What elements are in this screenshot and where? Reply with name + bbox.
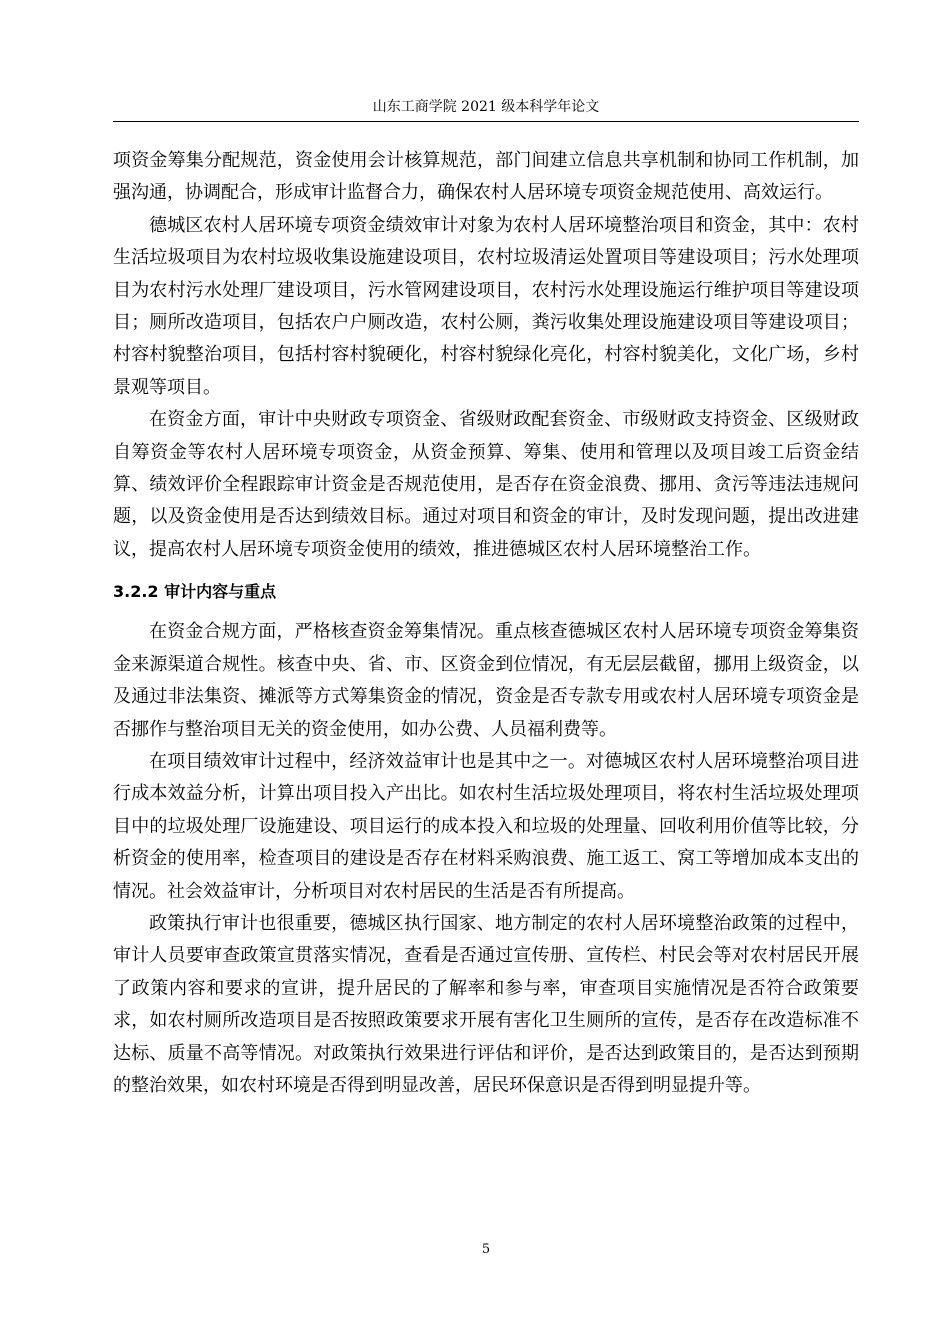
paragraph-funding-audit: 在资金方面，审计中央财政专项资金、省级财政配套资金、市级财政支持资金、区级财政自筹资金等农村人居环境专项资金，从资金预算、筹集、使用和管理以及项目竣工后资金结算、绩效评价全程跟踪审计资金是否规范使用，是否存在资金浪费、挪用、贪污等违法违规问题，以及资金使用是否达到绩效目标。通过对项目和资金的审计，及时发现问题，提出改进建议，提高农村人居环境专项资金使用的绩效，推进德城区农村人居环境整治工作。: [113, 409, 859, 560]
paragraph-performance-audit: 在项目绩效审计过程中，经济效益审计也是其中之一。对德城区农村人居环境整治项目进行成本效益分析，计算出项目投入产出比。如农村生活垃圾处理项目，将农村生活垃圾处理项目中的垃圾处理厂设施建设、项目运行的成本投入和垃圾的处理量、回收利用价值等比较，分析资金的使用率，检查项目的建设是否存在材料采购浪费、施工返工、窝工等增加成本支出的情况。社会效益审计，分析项目对农村居民的生活是否有所提高。: [113, 750, 859, 902]
paragraph-continuation: 项资金筹集分配规范，资金使用会计核算规范，部门间建立信息共享机制和协同工作机制，加强沟通，协调配合，形成审计监督合力，确保农村人居环境专项资金规范使用、高效运行。: [113, 150, 859, 204]
header-rule: [113, 121, 859, 122]
section-heading: 3.2.2 审计内容与重点: [113, 582, 277, 602]
paragraph-fund-compliance: 在资金合规方面，严格核查资金筹集情况。重点核查德城区农村人居环境专项资金筹集资金来源渠道合规性。核查中央、省、市、区资金到位情况，有无层层截留，挪用上级资金，以及通过非法集资、摊派等方式筹集资金的情况，资金是否专款专用或农村人居环境专项资金是否挪作与整治项目无关的资金使用，如办公费、人员福利费等。: [113, 621, 859, 740]
page-number: 5: [481, 1242, 491, 1257]
paragraph-audit-objects: 德城区农村人居环境专项资金绩效审计对象为农村人居环境整治项目和资金，其中：农村生活垃圾项目为农村垃圾收集设施建设项目，农村垃圾清运处置项目等建设项目；污水处理项目为农村污水处理厂建设项目，污水管网建设项目，农村污水处理设施运行维护项目等建设项目；厕所改造项目，包括农户户厕改造，农村公厕，粪污收集处理设施建设项目等建设项目；村容村貌整治项目，包括村容村貌硬化，村容村貌绿化亮化，村容村貌美化，文化广场，乡村景观等项目。: [113, 214, 859, 398]
running-header: 山东工商学院 2021 级本科学年论文: [372, 99, 600, 115]
page-body: [113, 145, 859, 1102]
paragraph-policy-audit: 政策执行审计也很重要，德城区执行国家、地方制定的农村人居环境整治政策的过程中，审计人员要审查政策宣贯落实情况，查看是否通过宣传册、宣传栏、村民会等对农村居民开展了政策内容和要求的宣讲，提升居民的了解率和参与率，审查项目实施情况是否符合政策要求，如农村厕所改造项目是否按照政策要求开展有害化卫生厕所的宣传，是否存在改造标准不达标、质量不高等情况。对政策执行效果进行评估和评价，是否达到政策目的，是否达到预期的整治效果，如农村环境是否得到明显改善，居民环保意识是否得到明显提升等。: [113, 912, 859, 1096]
